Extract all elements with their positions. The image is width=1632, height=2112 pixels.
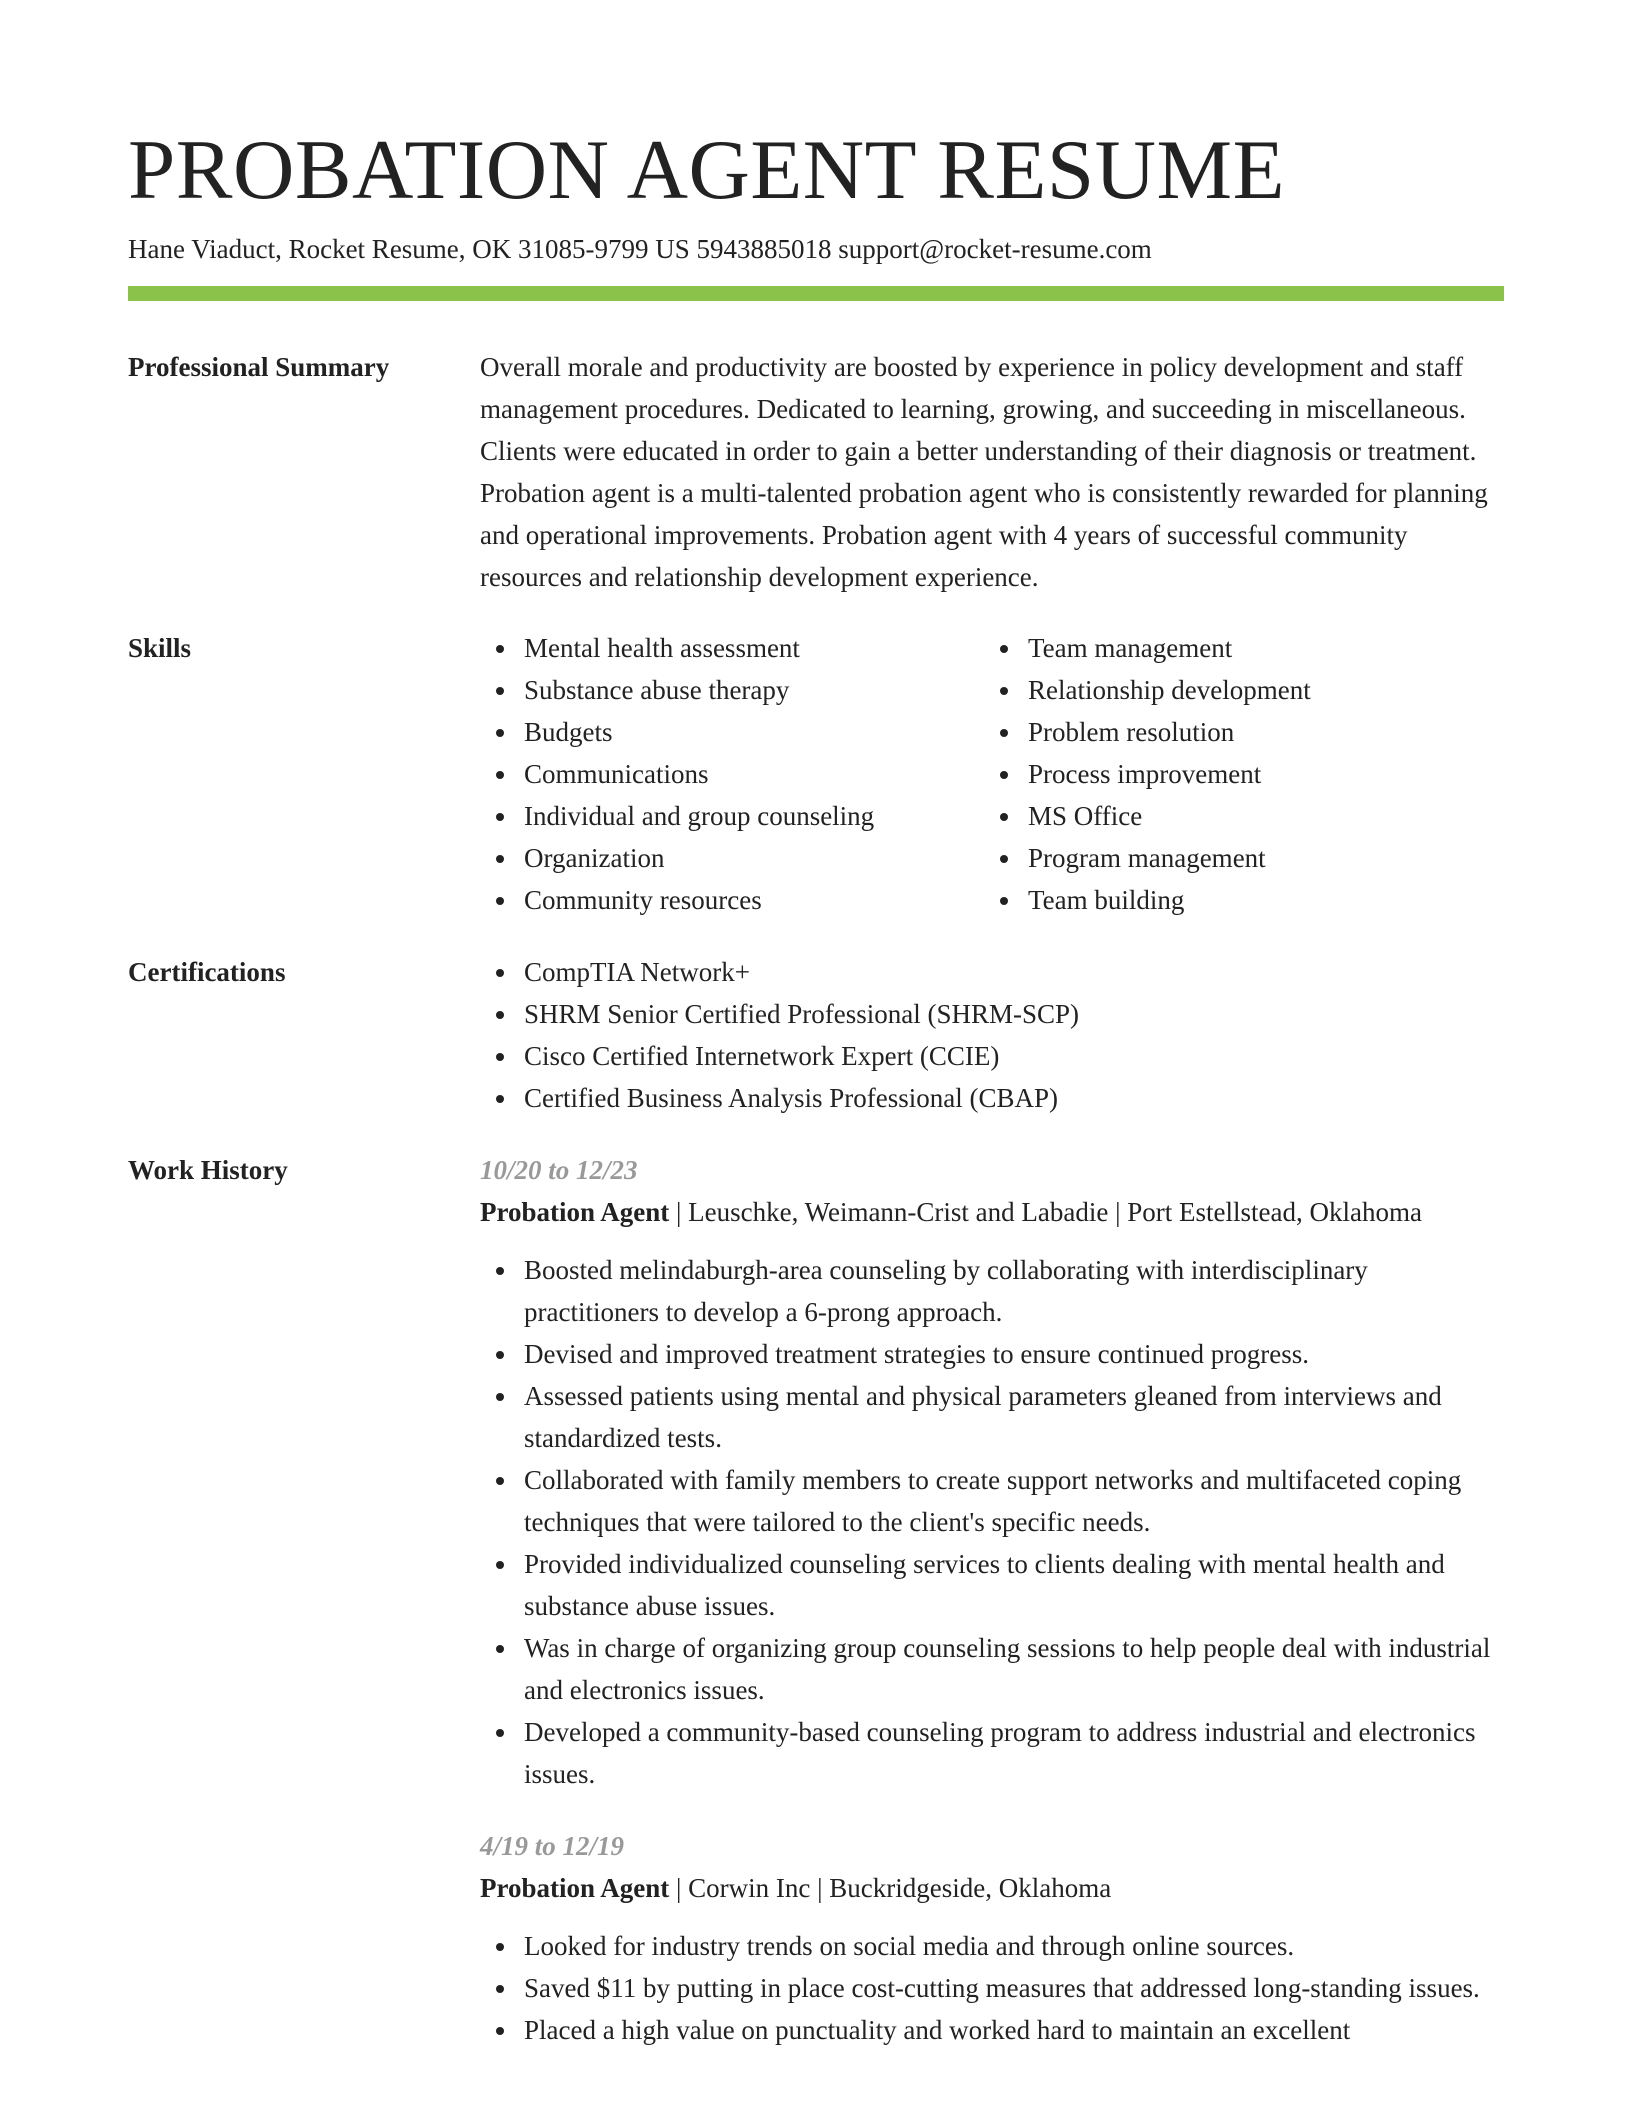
certifications-section <box>480 951 1504 1119</box>
skill-item: Mental health assessment <box>480 627 984 669</box>
skills-label: Skills <box>128 633 192 663</box>
skill-item: Relationship development <box>984 669 1488 711</box>
skill-item: Team building <box>984 879 1488 921</box>
job-bullet: Saved $11 by putting in place cost-cutting measures that addressed long-standing issues. <box>480 1967 1504 2009</box>
certification-item: Cisco Certified Internetwork Expert (CCIE) <box>480 1035 1504 1077</box>
job-bullet: Assessed patients using mental and physical parameters gleaned from interviews and standardized tests. <box>480 1375 1504 1459</box>
certifications-list <box>480 951 1504 1119</box>
certifications-label: Certifications <box>128 957 286 987</box>
accent-divider <box>128 286 1504 301</box>
job-bullet: Provided individualized counseling services to clients dealing with mental health and substance abuse issues. <box>480 1543 1504 1627</box>
skill-item: Communications <box>480 753 984 795</box>
job-bullet: Was in charge of organizing group counseling sessions to help people deal with industrial and electronics issues. <box>480 1627 1504 1711</box>
work-history-label: Work History <box>128 1155 288 1185</box>
skill-item: Program management <box>984 837 1488 879</box>
job-heading <box>480 1867 1504 1909</box>
skill-item: Substance abuse therapy <box>480 669 984 711</box>
job-bullet: Placed a high value on punctuality and worked hard to maintain an excellent <box>480 2009 1504 2051</box>
job-entry <box>480 1149 1504 1795</box>
skill-item: Organization <box>480 837 984 879</box>
job-entry <box>480 1825 1504 2051</box>
certification-item: SHRM Senior Certified Professional (SHRM-SCP) <box>480 993 1504 1035</box>
job-title: Probation Agent <box>480 1197 670 1227</box>
job-heading <box>480 1191 1504 1233</box>
job-bullet: Boosted melindaburgh-area counseling by collaborating with interdisciplinary practitioners to develop a 6-prong approach. <box>480 1249 1504 1333</box>
summary-section <box>480 346 1504 598</box>
skill-item: Community resources <box>480 879 984 921</box>
job-bullet: Looked for industry trends on social media and through online sources. <box>480 1925 1504 1967</box>
skill-item: Budgets <box>480 711 984 753</box>
skills-grid <box>480 627 1504 921</box>
summary-label: Professional Summary <box>128 352 390 382</box>
job-bullets <box>480 1249 1504 1795</box>
work-history-section <box>480 1149 1504 2051</box>
contact-line: Hane Viaduct, Rocket Resume, OK 31085-9799 US 5943885018 support@rocket-resume.com <box>128 234 1152 264</box>
skill-item: Individual and group counseling <box>480 795 984 837</box>
job-details: | Leuschke, Weimann-Crist and Labadie | Port Estellstead, Oklahoma <box>669 1197 1422 1227</box>
skill-item: MS Office <box>984 795 1488 837</box>
resume-title: PROBATION AGENT RESUME <box>128 123 1286 217</box>
job-bullet: Devised and improved treatment strategies to ensure continued progress. <box>480 1333 1504 1375</box>
summary-text: Overall morale and productivity are boosted by experience in policy development and staff management procedures. Dedicated to learning, growing, and succeeding in miscellaneous. Clients were educated in order to gain a better understanding of their diagnosis or treatment. Probation agent is a multi-talented probation agent who is consistently rewarded for planning and operational improvements. Probation agent with 4 years of successful community resources and relationship development experience. <box>480 352 1488 592</box>
certification-item: CompTIA Network+ <box>480 951 1504 993</box>
skill-item: Team management <box>984 627 1488 669</box>
skill-item: Process improvement <box>984 753 1488 795</box>
job-title: Probation Agent <box>480 1873 670 1903</box>
job-bullet: Collaborated with family members to create support networks and multifaceted coping techniques that were tailored to the client's specific needs. <box>480 1459 1504 1543</box>
job-dates: 10/20 to 12/23 <box>480 1155 638 1185</box>
job-details: | Corwin Inc | Buckridgeside, Oklahoma <box>669 1873 1112 1903</box>
skills-list-left <box>480 627 984 921</box>
job-bullets <box>480 1925 1504 2051</box>
skill-item: Problem resolution <box>984 711 1488 753</box>
skills-section <box>480 627 1504 921</box>
job-bullet: Developed a community-based counseling program to address industrial and electronics issues. <box>480 1711 1504 1795</box>
job-dates: 4/19 to 12/19 <box>480 1831 625 1861</box>
skills-list-right <box>984 627 1488 921</box>
certification-item: Certified Business Analysis Professional (CBAP) <box>480 1077 1504 1119</box>
